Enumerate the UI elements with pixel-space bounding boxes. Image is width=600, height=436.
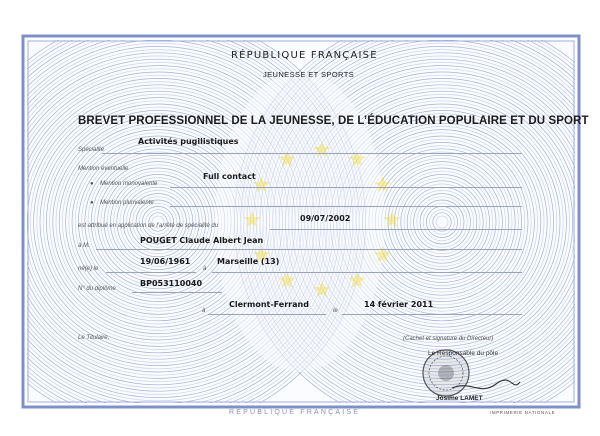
birth-at-label: à [203, 266, 207, 272]
imprimerie-label: IMPRIMERIE NATIONALE [490, 410, 556, 415]
diploma-number: BP053110040 [140, 279, 203, 288]
mention-plurivalente-label: Mention plurivalente [100, 200, 154, 206]
issued-on-label: le [333, 308, 338, 314]
signer-title: Le Responsable du pôle [428, 350, 499, 357]
diploma-number-label: N° du diplôme [78, 286, 116, 292]
birth-place: Marseille (13) [217, 257, 280, 266]
born-label: né(e) le [78, 266, 99, 272]
mention-monovalente-value: Full contact [203, 172, 256, 181]
mention-plurivalente-line [170, 206, 522, 207]
birth-date: 19/06/1961 [140, 257, 191, 266]
mention-eventuelle-label: Mention éventuelle [78, 166, 129, 172]
bullet-icon: ● [90, 200, 94, 206]
mention-monovalente-line [170, 187, 522, 188]
issue-place: Clermont-Ferrand [229, 300, 309, 309]
holder-line [96, 249, 522, 250]
birth-date-line [106, 272, 196, 273]
specialite-value: Activités pugilistiques [138, 137, 239, 146]
mention-monovalente-label: Mention monovalente [100, 181, 158, 187]
seal-label: (Cachet et signature du Directeur) [403, 336, 494, 342]
bullet-icon: ● [90, 181, 94, 187]
specialite-line [102, 153, 522, 154]
holder-name: POUGET Claude Albert Jean [140, 236, 264, 245]
birth-place-line [212, 272, 522, 273]
issue-place-line [208, 314, 326, 315]
republique-header: RÉPUBLIQUE FRANÇAISE [231, 50, 378, 61]
holder-label: à M. [78, 243, 90, 249]
issue-date-line [342, 314, 522, 315]
diploma-number-line [132, 292, 222, 293]
footer-republique: RÉPUBLIQUE FRANÇAISE [229, 409, 361, 416]
signer-name: Josime LAMET [436, 395, 483, 402]
specialite-label: Spécialité [78, 147, 105, 153]
arrete-line [270, 229, 522, 230]
diploma-title: BREVET PROFESSIONNEL DE LA JEUNESSE, DE L’ÉDUCATION POPULAIRE ET DU SPORT [78, 115, 589, 127]
issued-at-label: à [202, 308, 206, 314]
arrete-date: 09/07/2002 [300, 214, 351, 223]
holder-signature-label: Le Titulaire, [78, 335, 110, 341]
ministry-name: JEUNESSE ET SPORTS [263, 70, 355, 79]
issue-date: 14 février 2011 [364, 300, 434, 309]
attribue-label: est attribué en application de l’arrêté de spécialité du [78, 223, 219, 229]
